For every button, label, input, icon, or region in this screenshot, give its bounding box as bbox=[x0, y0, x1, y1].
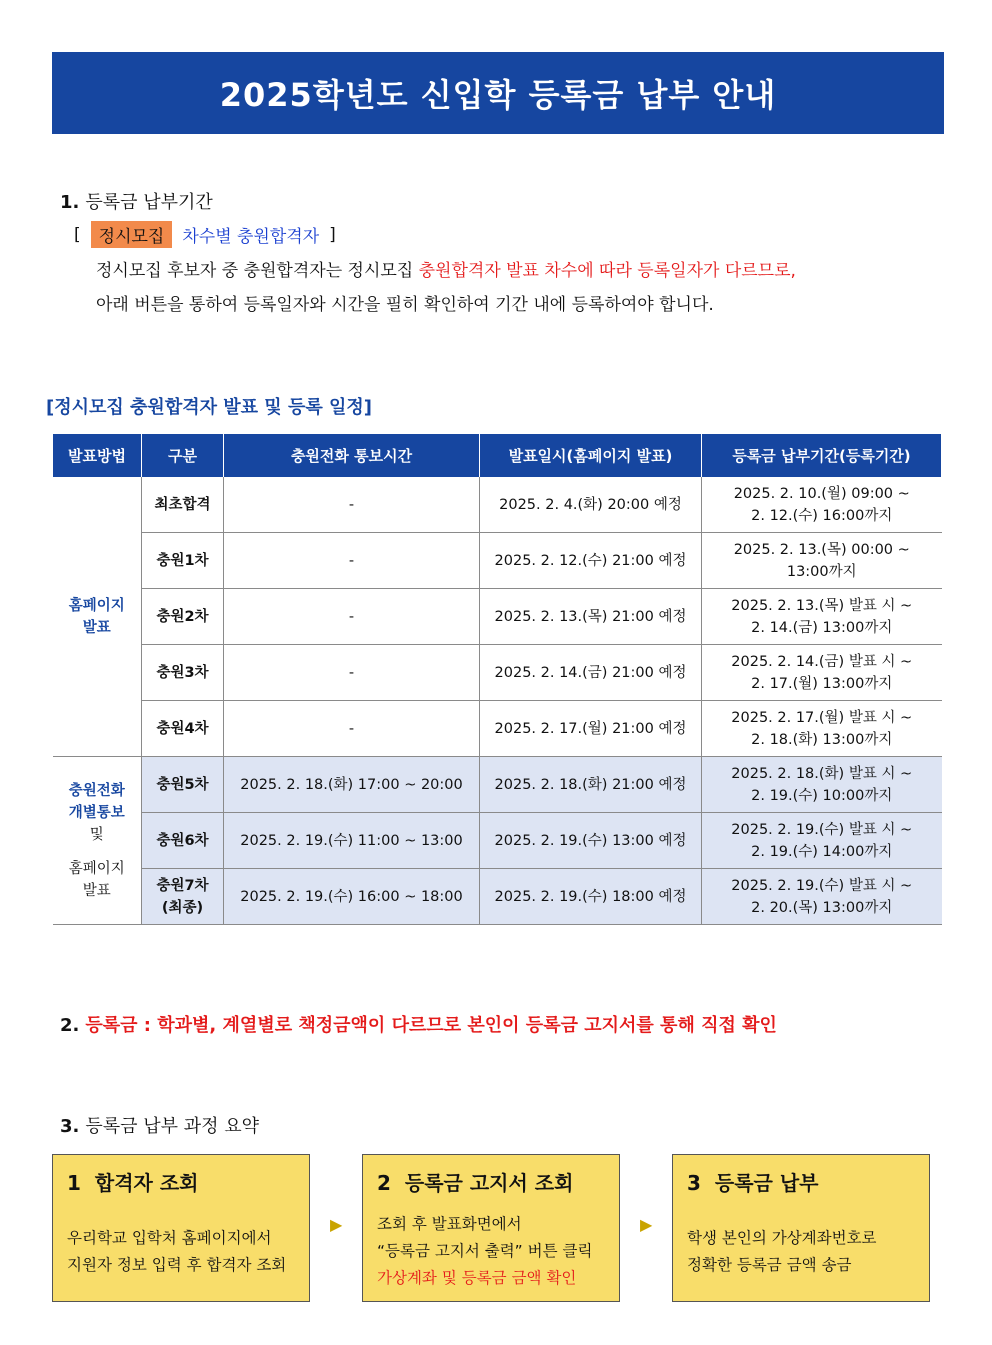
call-time-cell: - bbox=[224, 589, 480, 645]
division-cell: 충원5차 bbox=[142, 757, 224, 813]
period-line: 2. 18.(화) 13:00까지 bbox=[751, 731, 893, 748]
step-heading bbox=[67, 1167, 199, 1196]
step-line: 조회 후 발표화면에서 bbox=[377, 1215, 522, 1233]
method-cell-phone-homepage bbox=[53, 757, 142, 925]
period-line: 2. 17.(월) 13:00까지 bbox=[751, 675, 893, 692]
period-line: 2025. 2. 19.(수) 발표 시 ~ bbox=[731, 821, 913, 838]
method-cell-homepage bbox=[53, 477, 142, 757]
schedule-header-row bbox=[53, 434, 942, 477]
section1-title bbox=[60, 188, 213, 214]
table-row bbox=[53, 589, 942, 645]
period-cell bbox=[702, 477, 942, 533]
section1-heading: 등록금 납부기간 bbox=[85, 192, 213, 213]
announce-cell: 2025. 2. 17.(월) 21:00 예정 bbox=[480, 701, 702, 757]
call-time-cell: 2025. 2. 18.(화) 17:00 ~ 20:00 bbox=[224, 757, 480, 813]
step-line: 지원자 정보 입력 후 합격자 조회 bbox=[67, 1256, 287, 1274]
step-body bbox=[67, 1225, 286, 1279]
step-line: 우리학교 입학처 홈페이지에서 bbox=[67, 1229, 272, 1247]
page-title-banner bbox=[52, 52, 944, 134]
table-row bbox=[53, 645, 942, 701]
recruit-tag: 정시모집 bbox=[91, 221, 173, 248]
division-cell: 충원3차 bbox=[142, 645, 224, 701]
section2-text: 등록금 : 학과별, 계열별로 책정금액이 다르므로 본인이 등록금 고지서를 통해 직접 확인 bbox=[85, 1015, 777, 1036]
schedule-table bbox=[52, 434, 942, 925]
table-row bbox=[53, 477, 942, 533]
header-call-time: 충원전화 통보시간 bbox=[224, 434, 480, 477]
division-cell bbox=[142, 869, 224, 925]
division-cell: 충원1차 bbox=[142, 533, 224, 589]
period-cell bbox=[702, 645, 942, 701]
table-row bbox=[53, 757, 942, 813]
period-cell bbox=[702, 813, 942, 869]
header-method: 발표방법 bbox=[53, 434, 142, 477]
section3-title bbox=[60, 1112, 259, 1138]
call-time-cell: - bbox=[224, 701, 480, 757]
period-line: 2. 19.(수) 10:00까지 bbox=[751, 787, 893, 804]
period-cell bbox=[702, 589, 942, 645]
announce-cell: 2025. 2. 18.(화) 21:00 예정 bbox=[480, 757, 702, 813]
step-number: 2 bbox=[377, 1171, 391, 1195]
recruit-tag-desc: 차수별 충원합격자 bbox=[182, 227, 320, 247]
period-line: 2. 14.(금) 13:00까지 bbox=[751, 619, 893, 636]
table-row bbox=[53, 813, 942, 869]
step-box-1 bbox=[52, 1154, 310, 1302]
section1-number: 1. bbox=[60, 192, 80, 213]
step-heading bbox=[377, 1167, 573, 1196]
period-line: 2025. 2. 13.(목) 00:00 ~ bbox=[733, 541, 910, 558]
step-title: 등록금 고지서 조회 bbox=[404, 1171, 574, 1195]
period-cell bbox=[702, 701, 942, 757]
step-body bbox=[687, 1225, 877, 1279]
period-line: 2025. 2. 14.(금) 발표 시 ~ bbox=[731, 653, 913, 670]
method-line: 발표 bbox=[82, 619, 111, 636]
section2-line bbox=[60, 1011, 777, 1037]
method-line: 충원전화 bbox=[68, 782, 125, 799]
header-payment-period: 등록금 납부기간(등록기간) bbox=[702, 434, 942, 477]
table-row bbox=[53, 701, 942, 757]
method-line: 및 bbox=[89, 826, 104, 843]
period-line: 2. 19.(수) 14:00까지 bbox=[751, 843, 893, 860]
section3-heading: 등록금 납부 과정 요약 bbox=[85, 1116, 260, 1137]
step-number: 3 bbox=[687, 1171, 701, 1195]
step-line: 정확한 등록금 금액 송금 bbox=[687, 1256, 852, 1274]
period-line: 2025. 2. 13.(목) 발표 시 ~ bbox=[731, 597, 913, 614]
division-line: (최종) bbox=[161, 899, 204, 916]
page-title: 2025학년도 신입학 등록금 납부 안내 bbox=[219, 76, 777, 114]
call-time-cell: 2025. 2. 19.(수) 11:00 ~ 13:00 bbox=[224, 813, 480, 869]
section1-paragraph-line1 bbox=[96, 256, 796, 281]
announce-cell: 2025. 2. 12.(수) 21:00 예정 bbox=[480, 533, 702, 589]
method-line: 홈페이지 bbox=[68, 860, 125, 877]
arrow-icon: ▶ bbox=[330, 1215, 343, 1234]
period-cell bbox=[702, 533, 942, 589]
division-cell: 최초합격 bbox=[142, 477, 224, 533]
table-row bbox=[53, 533, 942, 589]
call-time-cell: 2025. 2. 19.(수) 16:00 ~ 18:00 bbox=[224, 869, 480, 925]
announce-cell: 2025. 2. 13.(목) 21:00 예정 bbox=[480, 589, 702, 645]
header-announce-time: 발표일시(홈페이지 발표) bbox=[480, 434, 702, 477]
table-row bbox=[53, 869, 942, 925]
bracket-open: [ bbox=[74, 224, 81, 245]
announce-cell: 2025. 2. 14.(금) 21:00 예정 bbox=[480, 645, 702, 701]
step-title: 등록금 납부 bbox=[714, 1171, 819, 1195]
arrow-icon: ▶ bbox=[640, 1215, 653, 1234]
period-line: 2. 20.(목) 13:00까지 bbox=[751, 899, 893, 916]
call-time-cell: - bbox=[224, 533, 480, 589]
step-line: “등록금 고지서 출력” 버튼 클릭 bbox=[377, 1242, 593, 1260]
method-line: 홈페이지 bbox=[68, 597, 125, 614]
period-line: 2025. 2. 17.(월) 발표 시 ~ bbox=[731, 709, 913, 726]
step-title: 합격자 조회 bbox=[94, 1171, 199, 1195]
para1-highlight: 충원합격자 발표 차수에 따라 등록일자가 다르므로, bbox=[418, 261, 796, 281]
step-line-highlight: 가상계좌 및 등록금 금액 확인 bbox=[377, 1269, 577, 1287]
period-line: 2025. 2. 18.(화) 발표 시 ~ bbox=[731, 765, 913, 782]
period-cell bbox=[702, 757, 942, 813]
schedule-title: [정시모집 충원합격자 발표 및 등록 일정] bbox=[46, 397, 372, 418]
section1-paragraph-line2: 아래 버튼을 통하여 등록일자와 시간을 필히 확인하여 기간 내에 등록하여야 합니다. bbox=[96, 295, 714, 315]
section3-number: 3. bbox=[60, 1116, 80, 1137]
announce-cell: 2025. 2. 19.(수) 13:00 예정 bbox=[480, 813, 702, 869]
division-cell: 충원2차 bbox=[142, 589, 224, 645]
announce-cell: 2025. 2. 4.(화) 20:00 예정 bbox=[480, 477, 702, 533]
announce-cell: 2025. 2. 19.(수) 18:00 예정 bbox=[480, 869, 702, 925]
step-box-2 bbox=[362, 1154, 620, 1302]
step-line: 학생 본인의 가상계좌번호로 bbox=[687, 1229, 877, 1247]
period-line: 2025. 2. 10.(월) 09:00 ~ bbox=[733, 485, 910, 502]
period-cell bbox=[702, 869, 942, 925]
division-cell: 충원4차 bbox=[142, 701, 224, 757]
step-body bbox=[377, 1211, 592, 1292]
method-line: 개별통보 bbox=[68, 804, 125, 821]
call-time-cell: - bbox=[224, 645, 480, 701]
recruit-type-line bbox=[74, 221, 336, 248]
period-line: 2. 12.(수) 16:00까지 bbox=[751, 507, 893, 524]
method-line: 발표 bbox=[82, 882, 111, 899]
header-division: 구분 bbox=[142, 434, 224, 477]
section2-number: 2. bbox=[60, 1015, 80, 1036]
call-time-cell: - bbox=[224, 477, 480, 533]
division-line: 충원7차 bbox=[156, 877, 209, 894]
step-heading bbox=[687, 1167, 819, 1196]
step-number: 1 bbox=[67, 1171, 81, 1195]
para1-text: 정시모집 후보자 중 충원합격자는 정시모집 bbox=[96, 261, 419, 281]
period-line: 2025. 2. 19.(수) 발표 시 ~ bbox=[731, 877, 913, 894]
step-box-3 bbox=[672, 1154, 930, 1302]
division-cell: 충원6차 bbox=[142, 813, 224, 869]
bracket-close: ] bbox=[329, 224, 336, 245]
period-line: 13:00까지 bbox=[786, 563, 857, 580]
